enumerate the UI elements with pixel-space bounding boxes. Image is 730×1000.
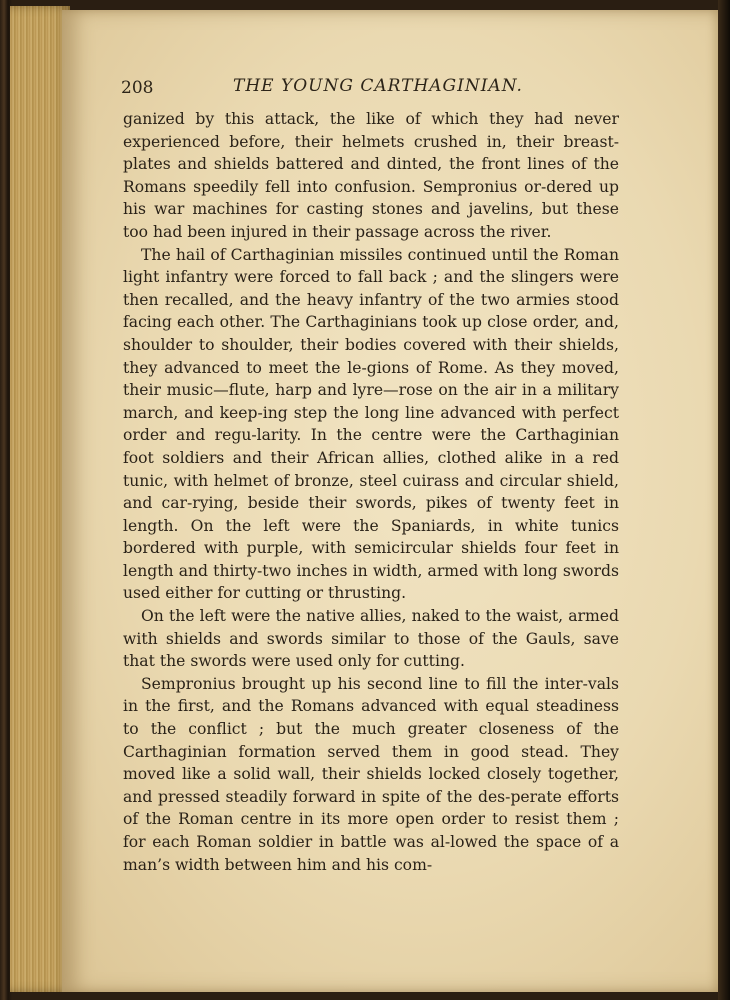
body-text	[123, 108, 619, 876]
page-edges	[10, 6, 70, 992]
paragraph: On the left were the native allies, naked to the waist, armed with shields and swords similar to those of the Gauls, save that the swords were used only for cutting.	[123, 607, 619, 671]
paragraph: ganized by this attack, the like of which they had never experienced before, their helmets crushed in, their breast-plates and shields battered and dinted, the front lines of the Romans speedily fell into confusion. Sempronius or-dered up his war machines for casting stones and javelins, but these too had been injured in their passage across the river.	[123, 110, 619, 241]
paragraph: The hail of Carthaginian missiles continued until the Roman light infantry were forced to fall back ; and the slingers were then recalled, and the heavy infantry of the two armies stood facing each other. The Carthaginians took up close order, and, shoulder to shoulder, their bodies covered with their shields, they advanced to meet the le-gions of Rome. As they moved, their music—flute, harp and lyre—rose on the air in a military march, and keep-ing step the long line advanced with perfect order and regu-larity. In the centre were the Carthaginian foot soldiers and their African allies, clothed alike in a red tunic, with helmet of bronze, steel cuirass and circular shield, and car-rying, beside their swords, pikes of twenty feet in length. On the left were the Spaniards, in white tunics bordered with purple, with semicircular shields four feet in length and thirty-two inches in width, armed with long swords used either for cutting or thrusting.	[123, 245, 619, 603]
page-header	[121, 74, 621, 104]
paragraph: Sempronius brought up his second line to fill the inter-vals in the first, and the Romans advanced with equal steadiness to the conflict ; but the much greater closeness of the Carthaginian formation served them in good stead. They moved like a solid wall, their shields locked closely together, and pressed steadily forward in spite of the des-perate efforts of the Roman centre in its more open order to resist them ; for each Roman soldier in battle was al-lowed the space of a man’s width between him and his com-	[123, 674, 619, 874]
book-cover-edge	[718, 0, 730, 1000]
running-title: THE YOUNG CARTHAGINIAN.	[233, 76, 523, 96]
page-number: 208	[121, 78, 154, 98]
